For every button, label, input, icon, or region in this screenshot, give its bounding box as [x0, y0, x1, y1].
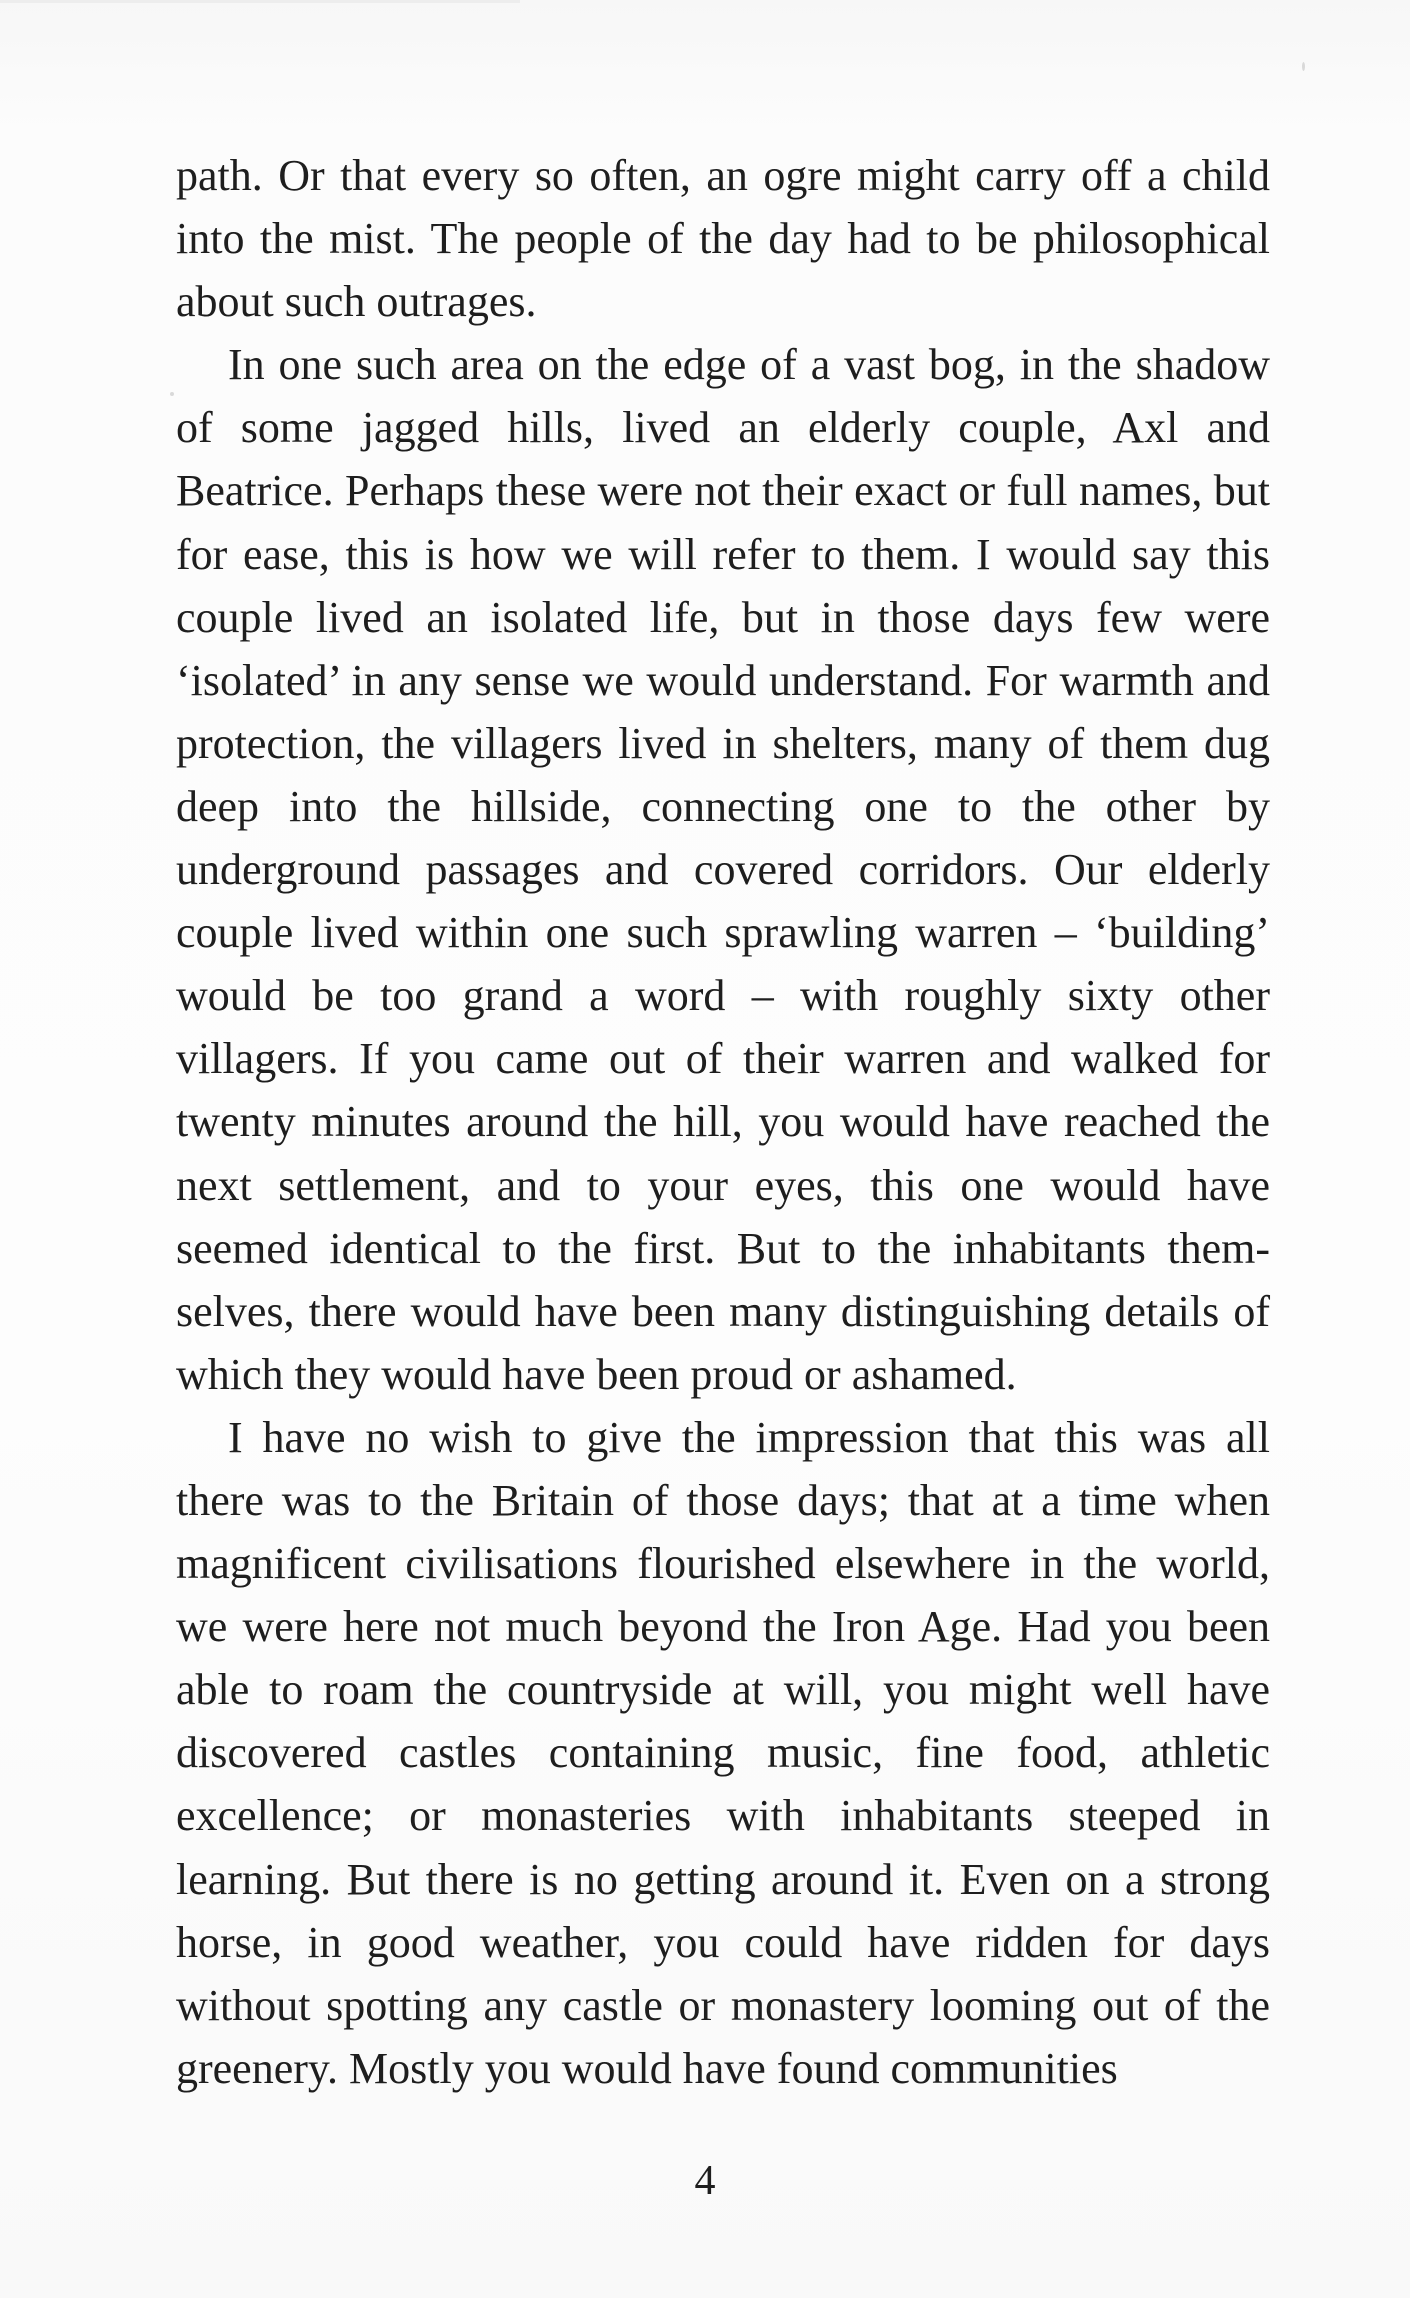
scan-speck	[1302, 62, 1305, 71]
paragraph-2: In one such area on the edge of a vast bog, in the shadow of some jagged hills, lived an elderly couple, Axl and Beatrice. Perhaps these were not their exact or full names, but for ease, this is how we will refer to them. I would say this couple lived an isolated life, but in those days few were ‘isolated’ in any sense we would understand. For warmth and protection, the villagers lived in shelters, many of them dug deep into the hillside, connecting one to the other by underground passages and covered corridors. Our elderly couple lived within one such sprawling warren – ‘building’ would be too grand a word – with roughly sixty other villagers. If you came out of their warren and walked for twenty minutes around the hill, you would have reached the next settlement, and to your eyes, this one would have seemed identical to the first. But to the inhabitants themselves, there would have been many distinguishing details of which they would have been proud or ashamed.	[176, 340, 1270, 1399]
paragraph-1: path. Or that every so often, an ogre might carry off a child into the mist. The people of the day had to be philosophical about such outrages.	[176, 151, 1270, 327]
scan-speck	[170, 392, 174, 396]
scan-edge-rule	[0, 0, 520, 3]
paragraph-3: I have no wish to give the impression that this was all there was to the Britain of those days; that at a time when magnificent civilisations flourished elsewhere in the world, we were here not much beyond the Iron Age. Had you been able to roam the countryside at will, you might well have discovered castles containing music, fine food, athletic excellence; or monasteries with inhabitants steeped in learning. But there is no getting around it. Even on a strong horse, in good weather, you could have ridden for days without spotting any castle or monastery looming out of the greenery. Mostly you would have found communities	[176, 1412, 1270, 2093]
body-text	[176, 144, 1270, 2100]
page-number: 4	[694, 2158, 716, 2204]
